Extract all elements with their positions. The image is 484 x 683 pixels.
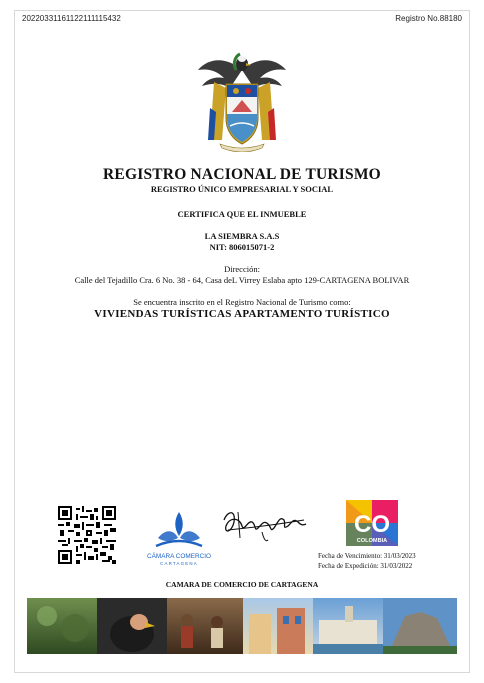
camara-logo-line1: CÁMARA COMERCIO xyxy=(147,553,211,560)
fecha-vencimiento: Fecha de Vencimiento: 31/03/2023 xyxy=(318,552,416,560)
registration-category: VIVIENDAS TURÍSTICAS APARTAMENTO TURÍSTICO xyxy=(94,308,390,320)
registro-number: Registro No.88180 xyxy=(395,14,462,23)
colombia-co-logo xyxy=(346,500,398,546)
co-logo-word: COLOMBIA xyxy=(356,538,388,544)
coat-of-arms-icon xyxy=(196,48,288,152)
camara-logo-line2: CARTAGENA xyxy=(160,561,198,566)
fecha-expedicion: Fecha de Expedición: 31/03/2022 xyxy=(318,562,413,570)
certificate-subtitle: REGISTRO ÚNICO EMPRESARIAL Y SOCIAL xyxy=(150,184,334,194)
camara-comercio-logo xyxy=(140,508,218,568)
certifica-statement: CERTIFICA QUE EL INMUEBLE xyxy=(177,209,307,219)
signature-image xyxy=(218,502,310,548)
co-logo-letters: CO xyxy=(354,511,390,538)
address-label: Dirección: xyxy=(224,264,260,274)
document-number: 20220331161122111115432 xyxy=(22,14,121,23)
qr-code-icon[interactable] xyxy=(58,506,116,564)
address-value: Calle del Tejadillo Cra. 6 No. 38 - 64, Casa deL Virrey Eslaba apto 129-CARTAGENA BOLIVAR xyxy=(74,275,410,285)
banner-photo-people xyxy=(167,598,243,654)
certificate-title: REGISTRO NACIONAL DE TURISMO xyxy=(103,166,381,183)
company-nit: NIT: 806015071-2 xyxy=(209,242,275,252)
issuer-name: CAMARA DE COMERCIO DE CARTAGENA xyxy=(165,580,319,589)
company-name: LA SIEMBRA S.A.S xyxy=(204,231,280,241)
tourism-photo-banner xyxy=(27,598,457,654)
inscrito-statement: Se encuentra inscrito en el Registro Nacional de Turismo como: xyxy=(133,297,351,307)
